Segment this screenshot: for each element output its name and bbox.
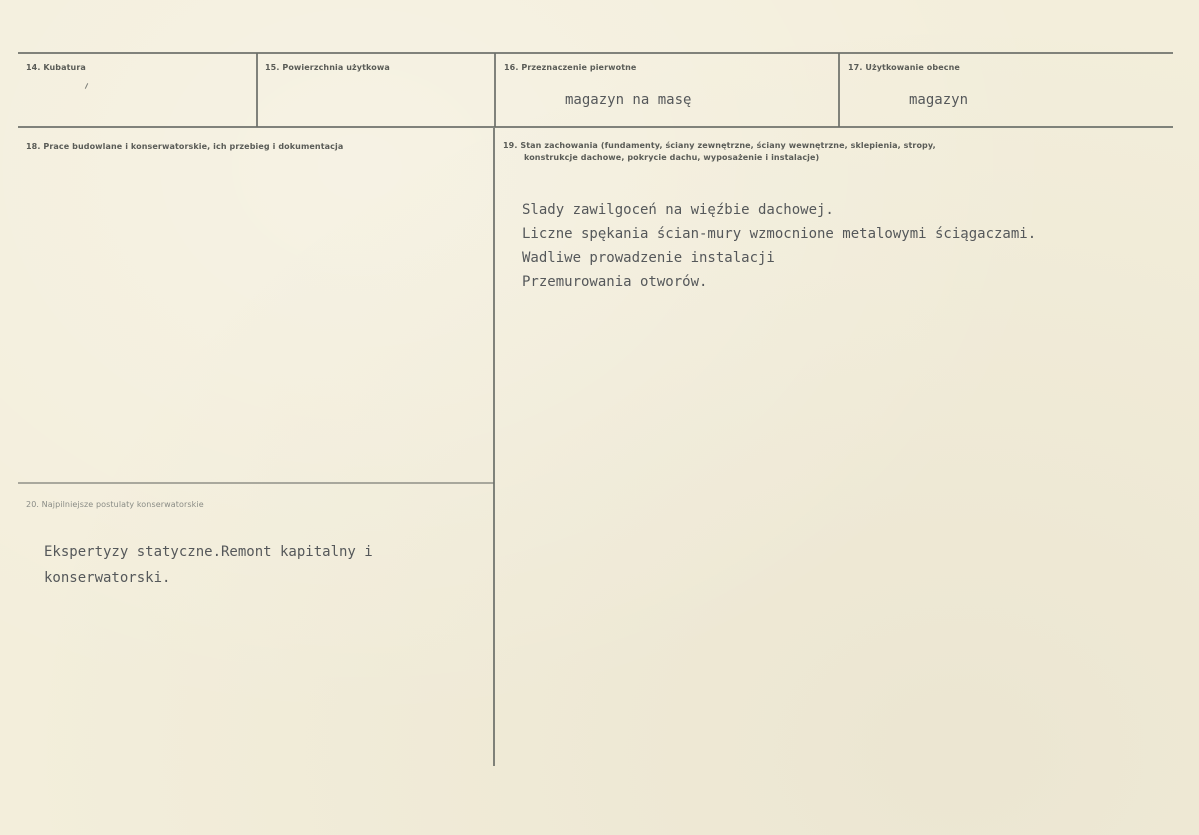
field-16-label: 16. Przeznaczenie pierwotne <box>504 63 637 72</box>
divider-18-19 <box>493 128 495 766</box>
field-19-text <box>522 198 1036 294</box>
field-20-label: 20. Najpilniejsze postulaty konserwatorskie <box>26 500 204 509</box>
divider-16-17 <box>838 53 840 127</box>
top-rule <box>18 52 1173 54</box>
field-17-value: magazyn <box>909 92 969 108</box>
field-15-label: 15. Powierzchnia użytkowa <box>265 63 390 72</box>
field-19-line: Slady zawilgoceń na więźbie dachowej. <box>522 202 834 218</box>
field-19-label-line1: 19. Stan zachowania (fundamenty, ściany zewnętrzne, ściany wewnętrzne, sklepienia, stropy, <box>503 141 936 150</box>
field-14-label: 14. Kubatura <box>26 63 86 72</box>
field-20-top-rule <box>18 482 494 484</box>
field-19-line: Liczne spękania ścian-mury wzmocnione metalowymi ściągaczami. <box>522 226 1037 242</box>
field-20-text <box>44 539 373 591</box>
field-20-line: konserwatorski. <box>44 570 171 586</box>
divider-15-16 <box>494 53 496 127</box>
divider-14-15 <box>256 53 258 127</box>
field-18-label: 18. Prace budowlane i konserwatorskie, ich przebieg i dokumentacja <box>26 142 344 151</box>
field-20-line: Ekspertyzy statyczne.Remont kapitalny i <box>44 544 373 560</box>
field-19-line: Wadliwe prowadzenie instalacji <box>522 250 775 266</box>
field-17-label: 17. Użytkowanie obecne <box>848 63 960 72</box>
pen-mark <box>85 83 88 89</box>
field-16-value: magazyn na masę <box>565 92 692 108</box>
field-19-line: Przemurowania otworów. <box>522 274 708 290</box>
row-divider-rule <box>18 126 1173 128</box>
field-19-label-line2: konstrukcje dachowe, pokrycie dachu, wyposażenie i instalacje) <box>524 153 820 162</box>
